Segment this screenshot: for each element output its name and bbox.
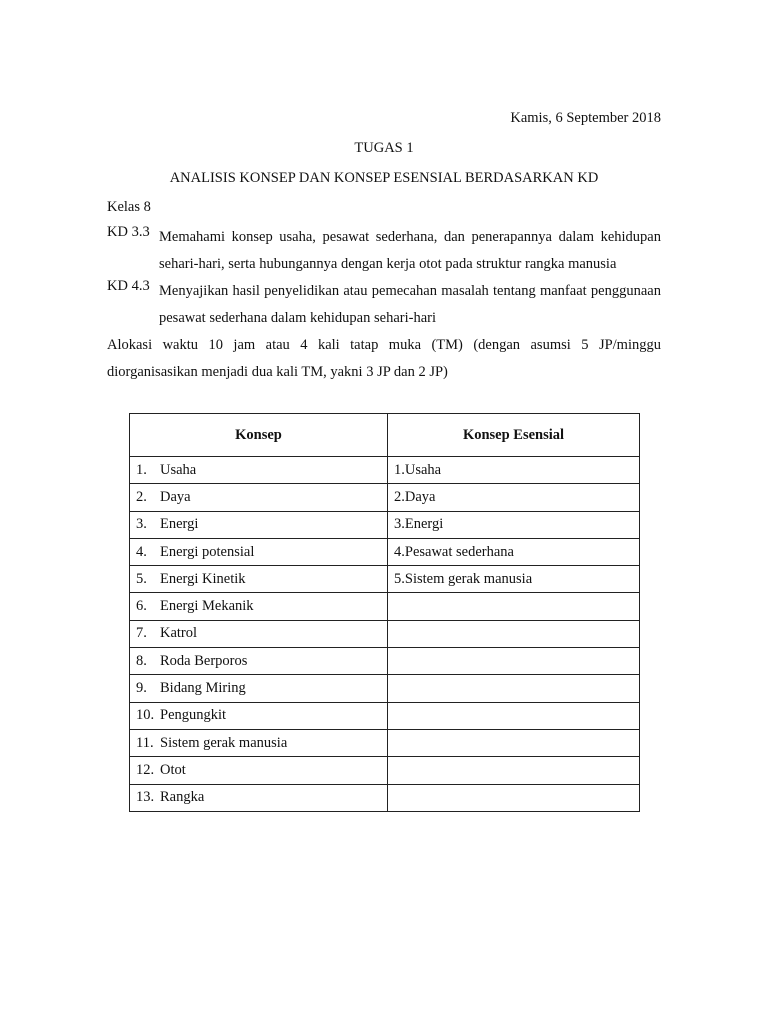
- table-row: [130, 593, 640, 620]
- konsep-text: Daya: [160, 488, 191, 505]
- table-row: [130, 538, 640, 565]
- item-number: 3.: [136, 516, 147, 533]
- konsep-text: Sistem gerak manusia: [160, 734, 288, 751]
- konsep-text: Bidang Miring: [160, 680, 246, 697]
- document-title: TUGAS 1: [354, 140, 414, 156]
- konsep-cell: [130, 457, 388, 484]
- item-number: 7.: [136, 625, 147, 642]
- table-row: [130, 702, 640, 729]
- konsep-text: Pengungkit: [160, 707, 227, 724]
- konsep-cell: [130, 702, 388, 729]
- concept-table: [129, 413, 640, 812]
- table-header-row: [130, 414, 640, 457]
- document-subtitle: ANALISIS KONSEP DAN KONSEP ESENSIAL BERDASARKAN KD: [169, 170, 599, 186]
- table-row: [130, 648, 640, 675]
- konsep-esensial-cell: [388, 757, 640, 784]
- item-number: 9.: [136, 680, 147, 697]
- time-allocation: Alokasi waktu 10 jam atau 4 kali tatap muka (TM) (dengan asumsi 5 JP/minggu diorganisasikan menjadi dua kali TM, yakni 3 JP dan 2 JP): [107, 337, 661, 380]
- kd-label: KD 4.3: [107, 278, 150, 294]
- item-number: 8.: [136, 652, 147, 669]
- kd-text: Menyajikan hasil penyelidikan atau pemecahan masalah tentang manfaat penggunaan pesawat sederhana dalam kehidupan sehari-hari: [159, 283, 661, 326]
- kd-item: [107, 278, 661, 332]
- konsep-esensial-cell: [388, 648, 640, 675]
- kd-text: Memahami konsep usaha, pesawat sederhana, dan penerapannya dalam kehidupan sehari-hari, serta hubungannya dengan kerja otot pada struktur rangka manusia: [159, 229, 661, 272]
- table-row: [130, 457, 640, 484]
- kd-label: KD 3.3: [107, 224, 150, 240]
- konsep-text: Energi: [160, 516, 199, 533]
- class-label: Kelas 8: [107, 199, 151, 215]
- konsep-cell: [130, 566, 388, 593]
- konsep-esensial-cell: 2.Daya: [388, 484, 640, 511]
- konsep-cell: [130, 511, 388, 538]
- table-row: [130, 757, 640, 784]
- konsep-cell: [130, 593, 388, 620]
- konsep-esensial-cell: 1.Usaha: [388, 457, 640, 484]
- konsep-cell: [130, 784, 388, 811]
- konsep-text: Katrol: [160, 625, 198, 642]
- item-number: 5.: [136, 570, 147, 587]
- table-row: [130, 729, 640, 756]
- item-number: 4.: [136, 543, 147, 560]
- item-number: 2.: [136, 488, 147, 505]
- konsep-esensial-cell: [388, 675, 640, 702]
- header-konsep-esensial: Konsep Esensial: [388, 414, 640, 457]
- item-number: 12.: [136, 761, 155, 778]
- konsep-esensial-cell: 4.Pesawat sederhana: [388, 538, 640, 565]
- konsep-text: Energi Mekanik: [160, 598, 254, 615]
- konsep-esensial-cell: [388, 784, 640, 811]
- konsep-text: Energi Kinetik: [160, 570, 246, 587]
- konsep-cell: [130, 757, 388, 784]
- konsep-esensial-cell: [388, 593, 640, 620]
- konsep-cell: [130, 538, 388, 565]
- table-row: [130, 784, 640, 811]
- konsep-esensial-cell: 3.Energi: [388, 511, 640, 538]
- header-konsep: Konsep: [130, 414, 388, 457]
- konsep-esensial-cell: [388, 620, 640, 647]
- table-row: [130, 620, 640, 647]
- table-row: [130, 484, 640, 511]
- item-number: 10.: [136, 707, 155, 724]
- konsep-cell: [130, 729, 388, 756]
- table-row: [130, 511, 640, 538]
- table-row: [130, 566, 640, 593]
- table-body: [130, 457, 640, 812]
- konsep-text: Rangka: [160, 789, 205, 806]
- konsep-cell: [130, 675, 388, 702]
- konsep-text: Energi potensial: [160, 543, 255, 560]
- konsep-text: Roda Berporos: [160, 652, 248, 669]
- item-number: 11.: [136, 734, 154, 751]
- item-number: 1.: [136, 461, 147, 478]
- item-number: 13.: [136, 789, 155, 806]
- document-date: Kamis, 6 September 2018: [510, 110, 661, 126]
- konsep-esensial-cell: 5.Sistem gerak manusia: [388, 566, 640, 593]
- konsep-cell: [130, 484, 388, 511]
- konsep-text: Otot: [160, 761, 186, 778]
- konsep-esensial-cell: [388, 702, 640, 729]
- konsep-text: Usaha: [160, 461, 197, 478]
- kd-item: [107, 224, 661, 278]
- item-number: 6.: [136, 598, 147, 615]
- table-row: [130, 675, 640, 702]
- konsep-cell: [130, 648, 388, 675]
- konsep-cell: [130, 620, 388, 647]
- konsep-esensial-cell: [388, 729, 640, 756]
